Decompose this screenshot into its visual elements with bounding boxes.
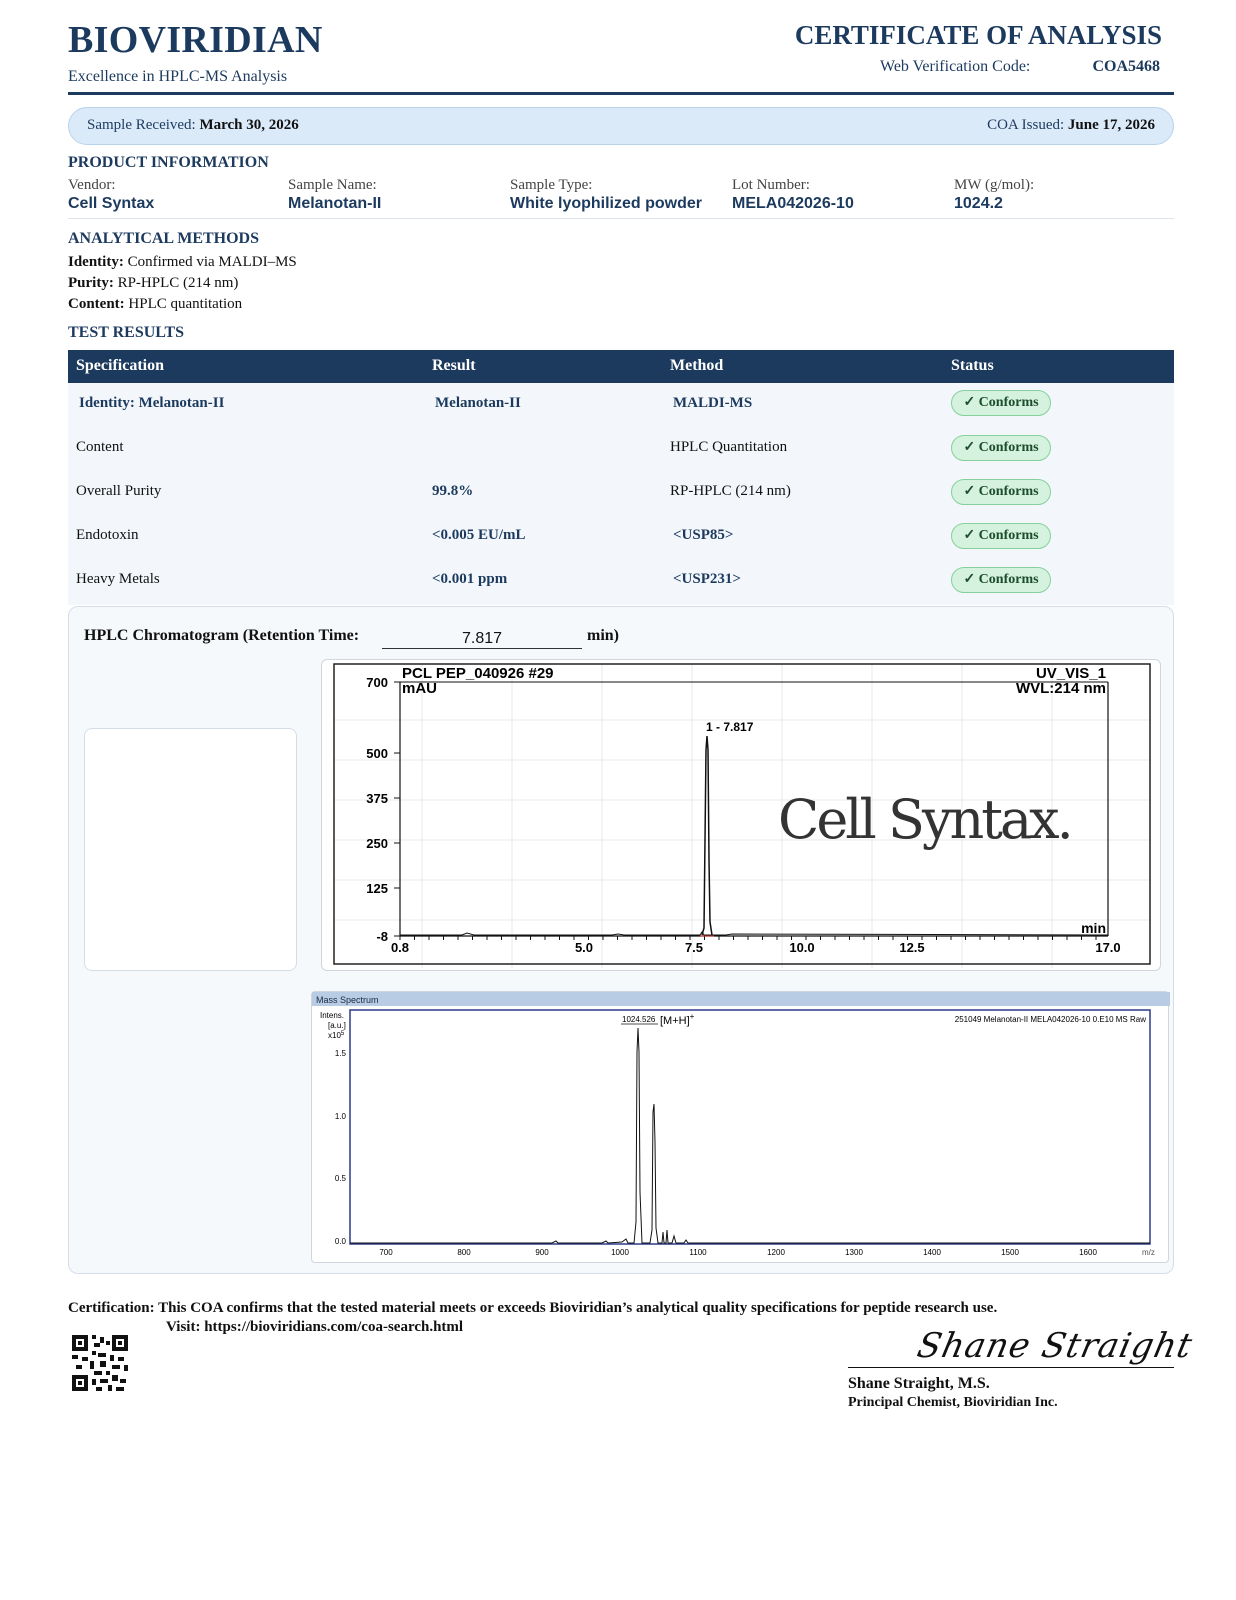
table-row (68, 383, 1174, 427)
table-row (68, 471, 1174, 515)
signer-title: Principal Chemist, Bioviridian Inc. (848, 1395, 1058, 1410)
hplc-peak-label: 1 - 7.817 (706, 720, 754, 734)
empty-image-box (84, 728, 297, 971)
ms-x-tick: 700 (379, 1248, 393, 1257)
ms-window-title: Mass Spectrum (316, 995, 379, 1005)
mass-spectrum (312, 992, 1170, 1264)
mw-label: MW (g/mol): (954, 177, 1035, 193)
sample-type-label: Sample Type: (510, 177, 593, 193)
table-row (68, 427, 1174, 471)
hplc-baseline (400, 932, 1108, 935)
ms-title-bar (312, 992, 1170, 1006)
info-divider (68, 218, 1174, 219)
ms-x-tick: 1300 (845, 1248, 863, 1257)
table-row (68, 559, 1174, 603)
lot-number-label: Lot Number: (732, 177, 810, 193)
ms-y-tick: 1.0 (334, 1112, 346, 1121)
ms-ion-label-charge: + (689, 1012, 695, 1021)
ms-y-scale (328, 1031, 345, 1040)
product-info-heading: PRODUCT INFORMATION (68, 154, 269, 171)
vendor-label: Vendor: (68, 177, 116, 193)
brand-tagline: Excellence in HPLC-MS Analysis (68, 68, 288, 85)
row-result: <0.005 EU/mL (432, 527, 526, 543)
ms-x-tick: 1200 (767, 1248, 785, 1257)
hplc-x-tick: 7.5 (684, 940, 704, 955)
document-title: CERTIFICATE OF ANALYSIS (794, 20, 1162, 50)
ms-x-unit: m/z (1142, 1248, 1155, 1257)
sample-name-label: Sample Name: (288, 177, 377, 193)
col-specification: Specification (76, 357, 164, 374)
coa-issued-label: COA Issued: (987, 117, 1065, 133)
method-identity (68, 254, 297, 271)
row-spec: Heavy Metals (76, 571, 160, 587)
row-spec: Identity: Melanotan-II (79, 395, 225, 411)
ms-x-tick: 1600 (1079, 1248, 1097, 1257)
chromatogram-heading: HPLC Chromatogram (Retention Time: (84, 627, 360, 644)
vendor-value: Cell Syntax (68, 195, 155, 212)
ms-sample-label: 251049 Melanotan-II MELA042026-10 0.E10 MS Raw (954, 1015, 1146, 1024)
results-table-header (68, 350, 1174, 383)
sample-name-value: Melanotan-II (288, 195, 382, 212)
ms-y-scale-exp: 5 (340, 1031, 345, 1037)
row-method: <USP85> (673, 527, 734, 543)
coa-issued (987, 117, 1155, 134)
method-identity-value: Confirmed via MALDI–MS (127, 254, 297, 270)
ms-y-label: Intens. (320, 1011, 345, 1020)
ms-x-tick: 800 (457, 1248, 471, 1257)
qr-code-icon[interactable] (72, 1335, 128, 1391)
coa-issued-date: June 17, 2026 (1067, 117, 1155, 133)
signature-line (848, 1367, 1174, 1368)
method-content-value: HPLC quantitation (128, 296, 243, 312)
ms-x-tick: 1400 (923, 1248, 941, 1257)
row-result: 99.8% (432, 483, 474, 499)
certification-text: This COA confirms that the tested material meets or exceeds Bioviridian’s analytical quality specifications for peptide research use. (158, 1300, 998, 1316)
ms-peak-label: 1024.526 (622, 1015, 656, 1024)
method-purity-value: RP-HPLC (214 nm) (117, 275, 239, 291)
hplc-title-left: PCL PEP_040926 #29 (402, 665, 554, 682)
ms-y-tick: 0.0 (334, 1237, 346, 1246)
ms-y-tick: 1.5 (334, 1049, 346, 1058)
status-badge: ✓ Conforms (951, 567, 1051, 593)
hplc-wavelength: WVL:214 nm (1015, 680, 1106, 697)
method-purity-label: Purity: (68, 275, 114, 291)
ms-y-tick: 0.5 (334, 1174, 346, 1183)
row-result: Melanotan-II (435, 395, 521, 411)
sample-received-date: March 30, 2026 (199, 117, 299, 133)
hplc-chromatogram (322, 660, 1162, 972)
hplc-x-tick: 12.5 (899, 940, 925, 955)
test-results-heading: TEST RESULTS (68, 324, 185, 341)
retention-time-field: 7.817 (382, 625, 582, 649)
retention-time-unit: min) (587, 627, 619, 644)
status-badge: ✓ Conforms (951, 390, 1051, 416)
hplc-y-tick: 375 (366, 791, 388, 806)
method-identity-label: Identity: (68, 254, 124, 270)
ms-x-tick: 900 (535, 1248, 549, 1257)
row-spec: Content (76, 439, 124, 455)
certification-label: Certification: (68, 1300, 155, 1316)
col-status: Status (951, 357, 994, 374)
hplc-y-tick: 700 (366, 675, 388, 690)
method-content (68, 296, 242, 313)
ms-ion-label-base: [M+H] (660, 1015, 690, 1027)
hplc-y-tick: -8 (376, 929, 388, 944)
row-result: <0.001 ppm (432, 571, 508, 587)
hplc-title-right: UV_VIS_1 (1035, 665, 1106, 682)
sample-type-value: White lyophilized powder (510, 195, 702, 212)
sample-received (87, 117, 299, 134)
method-content-label: Content: (68, 296, 125, 312)
hplc-y-tick: 125 (366, 881, 388, 896)
mw-value: 1024.2 (954, 195, 1003, 212)
brand-logo-text: BIOVIRIDIAN (68, 19, 323, 61)
hplc-x-tick: 0.8 (390, 940, 410, 955)
table-row (68, 515, 1174, 559)
status-badge: ✓ Conforms (951, 523, 1051, 549)
status-badge: ✓ Conforms (951, 479, 1051, 505)
sample-received-label: Sample Received: (87, 117, 196, 133)
hplc-x-unit: min (1081, 920, 1106, 936)
row-method: MALDI-MS (673, 395, 753, 411)
hplc-y-tick: 250 (366, 836, 388, 851)
row-method: <USP231> (673, 571, 741, 587)
row-spec: Overall Purity (76, 483, 162, 499)
ms-plot-area (350, 1010, 1150, 1244)
hplc-x-tick: 17.0 (1095, 940, 1121, 955)
signer-name: Shane Straight, M.S. (848, 1375, 990, 1392)
verification-code: COA5468 (1092, 58, 1160, 75)
hplc-x-tick: 10.0 (789, 940, 815, 955)
col-result: Result (432, 357, 476, 374)
ms-y-label-unit: [a.u.] (328, 1021, 346, 1030)
methods-heading: ANALYTICAL METHODS (68, 230, 260, 247)
hplc-x-tick: 5.0 (574, 940, 594, 955)
method-purity (68, 275, 238, 292)
dates-bar (68, 107, 1174, 145)
header-divider (68, 92, 1174, 95)
row-method: RP-HPLC (214 nm) (670, 483, 791, 499)
mass-spectrum-frame (311, 991, 1169, 1263)
ms-x-tick: 1000 (611, 1248, 629, 1257)
col-method: Method (670, 357, 724, 374)
vendor-watermark-logo: Cell Syntax. (778, 788, 1071, 851)
row-spec: Endotoxin (76, 527, 139, 543)
ms-ion-label (660, 1012, 695, 1027)
hplc-y-tick: 500 (366, 746, 388, 761)
ms-x-tick: 1500 (1001, 1248, 1019, 1257)
ms-y-scale-base: x10 (328, 1031, 341, 1040)
ms-x-tick: 1100 (689, 1248, 707, 1257)
status-badge: ✓ Conforms (951, 435, 1051, 461)
hplc-chromatogram-frame (321, 659, 1161, 971)
chromatogram-panel (68, 606, 1174, 1274)
verification-link[interactable]: Visit: https://bioviridians.com/coa-search.html (166, 1319, 464, 1335)
hplc-peak (702, 736, 712, 935)
lot-number-value: MELA042026-10 (732, 195, 854, 212)
results-table-body (68, 383, 1174, 605)
hplc-y-unit: mAU (402, 680, 438, 697)
signature-image: Shane Straight (913, 1326, 1197, 1366)
row-method: HPLC Quantitation (670, 439, 788, 455)
certification-statement (68, 1300, 997, 1317)
verification-code-label: Web Verification Code: (880, 58, 1031, 75)
